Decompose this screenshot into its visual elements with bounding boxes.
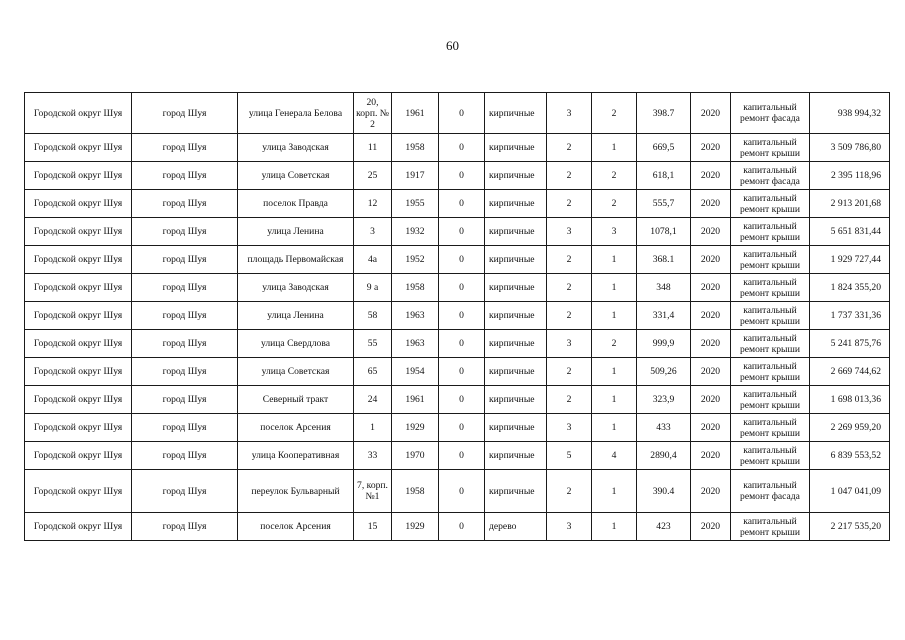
- street-cell: улица Советская: [238, 162, 354, 190]
- zero-value-cell: 0: [439, 218, 485, 246]
- settlement-cell: город Шуя: [132, 274, 238, 302]
- district-cell: Городской округ Шуя: [25, 162, 132, 190]
- zero-value-cell: 0: [439, 190, 485, 218]
- house-number-cell: 58: [354, 302, 392, 330]
- settlement-cell: город Шуя: [132, 93, 238, 134]
- house-number-cell: 7, корп. №1: [354, 470, 392, 513]
- floors-cell: 2: [547, 190, 592, 218]
- zero-value-cell: 0: [439, 513, 485, 541]
- street-cell: площадь Первомайская: [238, 246, 354, 274]
- table-row: [25, 302, 890, 330]
- work-type-cell: капитальный ремонт крыши: [731, 246, 810, 274]
- street-cell: улица Кооперативная: [238, 442, 354, 470]
- entrances-cell: 1: [592, 302, 637, 330]
- settlement-cell: город Шуя: [132, 190, 238, 218]
- floors-cell: 2: [547, 274, 592, 302]
- house-number-cell: 12: [354, 190, 392, 218]
- table-row: [25, 513, 890, 541]
- build-year-cell: 1954: [392, 358, 439, 386]
- build-year-cell: 1955: [392, 190, 439, 218]
- plan-year-cell: 2020: [691, 274, 731, 302]
- floors-cell: 2: [547, 470, 592, 513]
- house-number-cell: 9 а: [354, 274, 392, 302]
- cost-cell: 2 913 201,68: [810, 190, 890, 218]
- cost-cell: 1 737 331,36: [810, 302, 890, 330]
- wall-material-cell: дерево: [485, 513, 547, 541]
- entrances-cell: 2: [592, 162, 637, 190]
- floors-cell: 3: [547, 414, 592, 442]
- table-row: [25, 330, 890, 358]
- floors-cell: 2: [547, 134, 592, 162]
- cost-cell: 5 241 875,76: [810, 330, 890, 358]
- settlement-cell: город Шуя: [132, 414, 238, 442]
- floors-cell: 2: [547, 302, 592, 330]
- area-cell: 398.7: [637, 93, 691, 134]
- wall-material-cell: кирпичные: [485, 93, 547, 134]
- wall-material-cell: кирпичные: [485, 274, 547, 302]
- floors-cell: 2: [547, 246, 592, 274]
- cost-cell: 1 929 727,44: [810, 246, 890, 274]
- area-cell: 323,9: [637, 386, 691, 414]
- street-cell: Северный тракт: [238, 386, 354, 414]
- settlement-cell: город Шуя: [132, 386, 238, 414]
- street-cell: улица Заводская: [238, 274, 354, 302]
- street-cell: переулок Бульварный: [238, 470, 354, 513]
- cost-cell: 5 651 831,44: [810, 218, 890, 246]
- street-cell: поселок Правда: [238, 190, 354, 218]
- build-year-cell: 1963: [392, 330, 439, 358]
- table-row: [25, 386, 890, 414]
- work-type-cell: капитальный ремонт крыши: [731, 218, 810, 246]
- entrances-cell: 1: [592, 470, 637, 513]
- housing-repair-table: [24, 92, 890, 541]
- plan-year-cell: 2020: [691, 162, 731, 190]
- table-row: [25, 93, 890, 134]
- wall-material-cell: кирпичные: [485, 330, 547, 358]
- settlement-cell: город Шуя: [132, 513, 238, 541]
- floors-cell: 3: [547, 218, 592, 246]
- house-number-cell: 33: [354, 442, 392, 470]
- wall-material-cell: кирпичные: [485, 190, 547, 218]
- house-number-cell: 1: [354, 414, 392, 442]
- house-number-cell: 3: [354, 218, 392, 246]
- build-year-cell: 1970: [392, 442, 439, 470]
- plan-year-cell: 2020: [691, 302, 731, 330]
- settlement-cell: город Шуя: [132, 218, 238, 246]
- district-cell: Городской округ Шуя: [25, 442, 132, 470]
- table-row: [25, 470, 890, 513]
- build-year-cell: 1929: [392, 414, 439, 442]
- street-cell: поселок Арсения: [238, 513, 354, 541]
- entrances-cell: 2: [592, 330, 637, 358]
- floors-cell: 3: [547, 93, 592, 134]
- street-cell: улица Ленина: [238, 302, 354, 330]
- district-cell: Городской округ Шуя: [25, 386, 132, 414]
- zero-value-cell: 0: [439, 134, 485, 162]
- area-cell: 2890,4: [637, 442, 691, 470]
- settlement-cell: город Шуя: [132, 470, 238, 513]
- zero-value-cell: 0: [439, 274, 485, 302]
- floors-cell: 3: [547, 330, 592, 358]
- area-cell: 423: [637, 513, 691, 541]
- area-cell: 618,1: [637, 162, 691, 190]
- wall-material-cell: кирпичные: [485, 414, 547, 442]
- wall-material-cell: кирпичные: [485, 134, 547, 162]
- floors-cell: 3: [547, 513, 592, 541]
- settlement-cell: город Шуя: [132, 246, 238, 274]
- area-cell: 331,4: [637, 302, 691, 330]
- street-cell: поселок Арсения: [238, 414, 354, 442]
- work-type-cell: капитальный ремонт крыши: [731, 358, 810, 386]
- zero-value-cell: 0: [439, 93, 485, 134]
- table-row: [25, 162, 890, 190]
- cost-cell: 1 047 041,09: [810, 470, 890, 513]
- wall-material-cell: кирпичные: [485, 386, 547, 414]
- cost-cell: 2 269 959,20: [810, 414, 890, 442]
- area-cell: 509,26: [637, 358, 691, 386]
- district-cell: Городской округ Шуя: [25, 93, 132, 134]
- plan-year-cell: 2020: [691, 414, 731, 442]
- wall-material-cell: кирпичные: [485, 442, 547, 470]
- area-cell: 390.4: [637, 470, 691, 513]
- zero-value-cell: 0: [439, 330, 485, 358]
- plan-year-cell: 2020: [691, 330, 731, 358]
- plan-year-cell: 2020: [691, 190, 731, 218]
- entrances-cell: 1: [592, 134, 637, 162]
- work-type-cell: капитальный ремонт крыши: [731, 442, 810, 470]
- district-cell: Городской округ Шуя: [25, 330, 132, 358]
- entrances-cell: 1: [592, 414, 637, 442]
- plan-year-cell: 2020: [691, 246, 731, 274]
- zero-value-cell: 0: [439, 470, 485, 513]
- floors-cell: 2: [547, 386, 592, 414]
- wall-material-cell: кирпичные: [485, 246, 547, 274]
- zero-value-cell: 0: [439, 442, 485, 470]
- entrances-cell: 2: [592, 93, 637, 134]
- work-type-cell: капитальный ремонт крыши: [731, 190, 810, 218]
- house-number-cell: 25: [354, 162, 392, 190]
- plan-year-cell: 2020: [691, 134, 731, 162]
- table-row: [25, 218, 890, 246]
- floors-cell: 5: [547, 442, 592, 470]
- settlement-cell: город Шуя: [132, 442, 238, 470]
- entrances-cell: 4: [592, 442, 637, 470]
- plan-year-cell: 2020: [691, 93, 731, 134]
- floors-cell: 2: [547, 162, 592, 190]
- area-cell: 1078,1: [637, 218, 691, 246]
- street-cell: улица Генерала Белова: [238, 93, 354, 134]
- area-cell: 368.1: [637, 246, 691, 274]
- table-row: [25, 134, 890, 162]
- house-number-cell: 55: [354, 330, 392, 358]
- zero-value-cell: 0: [439, 358, 485, 386]
- build-year-cell: 1952: [392, 246, 439, 274]
- floors-cell: 2: [547, 358, 592, 386]
- house-number-cell: 65: [354, 358, 392, 386]
- build-year-cell: 1958: [392, 470, 439, 513]
- plan-year-cell: 2020: [691, 442, 731, 470]
- district-cell: Городской округ Шуя: [25, 414, 132, 442]
- cost-cell: 2 395 118,96: [810, 162, 890, 190]
- work-type-cell: капитальный ремонт крыши: [731, 134, 810, 162]
- cost-cell: 3 509 786,80: [810, 134, 890, 162]
- settlement-cell: город Шуя: [132, 162, 238, 190]
- table-row: [25, 274, 890, 302]
- build-year-cell: 1963: [392, 302, 439, 330]
- district-cell: Городской округ Шуя: [25, 274, 132, 302]
- build-year-cell: 1961: [392, 386, 439, 414]
- work-type-cell: капитальный ремонт крыши: [731, 386, 810, 414]
- district-cell: Городской округ Шуя: [25, 134, 132, 162]
- wall-material-cell: кирпичные: [485, 162, 547, 190]
- table-row: [25, 358, 890, 386]
- plan-year-cell: 2020: [691, 513, 731, 541]
- build-year-cell: 1932: [392, 218, 439, 246]
- street-cell: улица Свердлова: [238, 330, 354, 358]
- wall-material-cell: кирпичные: [485, 218, 547, 246]
- plan-year-cell: 2020: [691, 386, 731, 414]
- cost-cell: 6 839 553,52: [810, 442, 890, 470]
- cost-cell: 2 669 744,62: [810, 358, 890, 386]
- plan-year-cell: 2020: [691, 218, 731, 246]
- build-year-cell: 1929: [392, 513, 439, 541]
- zero-value-cell: 0: [439, 162, 485, 190]
- zero-value-cell: 0: [439, 414, 485, 442]
- table-row: [25, 414, 890, 442]
- district-cell: Городской округ Шуя: [25, 246, 132, 274]
- page-number: 60: [446, 38, 459, 53]
- work-type-cell: капитальный ремонт крыши: [731, 302, 810, 330]
- district-cell: Городской округ Шуя: [25, 218, 132, 246]
- district-cell: Городской округ Шуя: [25, 513, 132, 541]
- entrances-cell: 1: [592, 386, 637, 414]
- area-cell: 999,9: [637, 330, 691, 358]
- district-cell: Городской округ Шуя: [25, 470, 132, 513]
- house-number-cell: 4а: [354, 246, 392, 274]
- settlement-cell: город Шуя: [132, 358, 238, 386]
- settlement-cell: город Шуя: [132, 134, 238, 162]
- settlement-cell: город Шуя: [132, 302, 238, 330]
- build-year-cell: 1958: [392, 274, 439, 302]
- build-year-cell: 1917: [392, 162, 439, 190]
- house-number-cell: 15: [354, 513, 392, 541]
- work-type-cell: капитальный ремонт крыши: [731, 414, 810, 442]
- entrances-cell: 3: [592, 218, 637, 246]
- settlement-cell: город Шуя: [132, 330, 238, 358]
- entrances-cell: 1: [592, 513, 637, 541]
- zero-value-cell: 0: [439, 302, 485, 330]
- district-cell: Городской округ Шуя: [25, 302, 132, 330]
- entrances-cell: 1: [592, 246, 637, 274]
- wall-material-cell: кирпичные: [485, 470, 547, 513]
- build-year-cell: 1961: [392, 93, 439, 134]
- area-cell: 348: [637, 274, 691, 302]
- wall-material-cell: кирпичные: [485, 358, 547, 386]
- table-row: [25, 442, 890, 470]
- area-cell: 669,5: [637, 134, 691, 162]
- district-cell: Городской округ Шуя: [25, 358, 132, 386]
- street-cell: улица Заводская: [238, 134, 354, 162]
- build-year-cell: 1958: [392, 134, 439, 162]
- work-type-cell: капитальный ремонт крыши: [731, 513, 810, 541]
- area-cell: 555,7: [637, 190, 691, 218]
- table-row: [25, 190, 890, 218]
- house-number-cell: 20, корп. № 2: [354, 93, 392, 134]
- entrances-cell: 1: [592, 358, 637, 386]
- street-cell: улица Ленина: [238, 218, 354, 246]
- zero-value-cell: 0: [439, 246, 485, 274]
- area-cell: 433: [637, 414, 691, 442]
- cost-cell: 938 994,32: [810, 93, 890, 134]
- cost-cell: 1 824 355,20: [810, 274, 890, 302]
- cost-cell: 1 698 013,36: [810, 386, 890, 414]
- cost-cell: 2 217 535,20: [810, 513, 890, 541]
- work-type-cell: капитальный ремонт фасада: [731, 470, 810, 513]
- wall-material-cell: кирпичные: [485, 302, 547, 330]
- entrances-cell: 2: [592, 190, 637, 218]
- district-cell: Городской округ Шуя: [25, 190, 132, 218]
- street-cell: улица Советская: [238, 358, 354, 386]
- plan-year-cell: 2020: [691, 470, 731, 513]
- zero-value-cell: 0: [439, 386, 485, 414]
- house-number-cell: 11: [354, 134, 392, 162]
- work-type-cell: капитальный ремонт фасада: [731, 93, 810, 134]
- work-type-cell: капитальный ремонт фасада: [731, 162, 810, 190]
- plan-year-cell: 2020: [691, 358, 731, 386]
- table-row: [25, 246, 890, 274]
- house-number-cell: 24: [354, 386, 392, 414]
- entrances-cell: 1: [592, 274, 637, 302]
- work-type-cell: капитальный ремонт крыши: [731, 274, 810, 302]
- work-type-cell: капитальный ремонт крыши: [731, 330, 810, 358]
